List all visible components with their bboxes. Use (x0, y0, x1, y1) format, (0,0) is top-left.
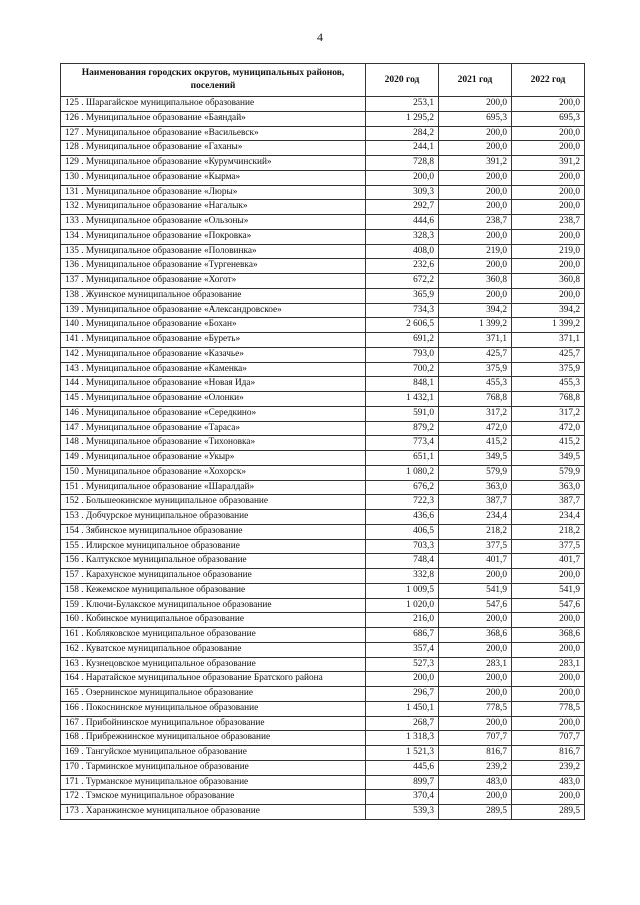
row-name-cell: 162 . Куватское муниципальное образование (61, 642, 366, 657)
table-row (61, 672, 585, 687)
row-name-cell: 163 . Кузнецовское муниципальное образование (61, 657, 366, 672)
value-2022-cell: 768,8 (512, 392, 585, 407)
table-row (61, 524, 585, 539)
value-2022-cell: 368,6 (512, 628, 585, 643)
row-name-cell: 141 . Муниципальное образование «Буреть» (61, 333, 366, 348)
table-row (61, 613, 585, 628)
value-2022-cell: 349,5 (512, 451, 585, 466)
value-2020-cell: 253,1 (366, 97, 439, 112)
table-row (61, 775, 585, 790)
value-2020-cell: 216,0 (366, 613, 439, 628)
row-name-cell: 154 . Зябинское муниципальное образование (61, 524, 366, 539)
table-row (61, 495, 585, 510)
table-row (61, 156, 585, 171)
table-row (61, 97, 585, 112)
table-row (61, 628, 585, 643)
value-2020-cell: 332,8 (366, 569, 439, 584)
value-2021-cell: 707,7 (439, 731, 512, 746)
row-name-cell: 164 . Наратайское муниципальное образование Братского района (61, 672, 366, 687)
value-2022-cell: 425,7 (512, 347, 585, 362)
value-2021-cell: 425,7 (439, 347, 512, 362)
value-2020-cell: 244,1 (366, 141, 439, 156)
value-2020-cell: 676,2 (366, 480, 439, 495)
table-header-row (61, 64, 585, 97)
row-name-cell: 144 . Муниципальное образование «Новая Ида» (61, 377, 366, 392)
value-2021-cell: 394,2 (439, 303, 512, 318)
value-2022-cell: 363,0 (512, 480, 585, 495)
value-2022-cell: 317,2 (512, 406, 585, 421)
value-2020-cell: 848,1 (366, 377, 439, 392)
table-row (61, 539, 585, 554)
row-name-cell: 160 . Кобинское муниципальное образование (61, 613, 366, 628)
value-2020-cell: 365,9 (366, 288, 439, 303)
table-row (61, 111, 585, 126)
value-2022-cell: 200,0 (512, 141, 585, 156)
value-2022-cell: 455,3 (512, 377, 585, 392)
table-row (61, 318, 585, 333)
row-name-cell: 153 . Добчурское муниципальное образование (61, 510, 366, 525)
table-row (61, 510, 585, 525)
header-name: Наименования городских округов, муниципальных районов, поселений (61, 64, 366, 97)
value-2022-cell: 391,2 (512, 156, 585, 171)
value-2021-cell: 541,9 (439, 583, 512, 598)
value-2021-cell: 200,0 (439, 569, 512, 584)
value-2020-cell: 436,6 (366, 510, 439, 525)
value-2020-cell: 1 318,3 (366, 731, 439, 746)
row-name-cell: 134 . Муниципальное образование «Покровка» (61, 229, 366, 244)
value-2022-cell: 200,0 (512, 642, 585, 657)
value-2022-cell: 200,0 (512, 170, 585, 185)
row-name-cell: 148 . Муниципальное образование «Тихоновка» (61, 436, 366, 451)
value-2021-cell: 200,0 (439, 200, 512, 215)
value-2021-cell: 377,5 (439, 539, 512, 554)
row-name-cell: 127 . Муниципальное образование «Васильевск» (61, 126, 366, 141)
value-2022-cell: 200,0 (512, 229, 585, 244)
value-2020-cell: 408,0 (366, 244, 439, 259)
row-name-cell: 142 . Муниципальное образование «Казачье» (61, 347, 366, 362)
value-2021-cell: 289,5 (439, 805, 512, 820)
value-2020-cell: 700,2 (366, 362, 439, 377)
value-2021-cell: 363,0 (439, 480, 512, 495)
row-name-cell: 171 . Турманское муниципальное образование (61, 775, 366, 790)
value-2020-cell: 691,2 (366, 333, 439, 348)
value-2022-cell: 200,0 (512, 97, 585, 112)
value-2022-cell: 377,5 (512, 539, 585, 554)
row-name-cell: 151 . Муниципальное образование «Шаралдай» (61, 480, 366, 495)
value-2022-cell: 219,0 (512, 244, 585, 259)
page-number: 4 (317, 30, 323, 44)
row-name-cell: 149 . Муниципальное образование «Укыр» (61, 451, 366, 466)
row-name-cell: 133 . Муниципальное образование «Ользоны» (61, 215, 366, 230)
row-name-cell: 132 . Муниципальное образование «Нагалык» (61, 200, 366, 215)
value-2020-cell: 444,6 (366, 215, 439, 230)
value-2022-cell: 778,5 (512, 701, 585, 716)
value-2022-cell: 200,0 (512, 185, 585, 200)
value-2022-cell: 289,5 (512, 805, 585, 820)
value-2020-cell: 1 450,1 (366, 701, 439, 716)
row-name-cell: 126 . Муниципальное образование «Баяндай» (61, 111, 366, 126)
row-name-cell: 129 . Муниципальное образование «Курумчинский» (61, 156, 366, 171)
value-2021-cell: 200,0 (439, 790, 512, 805)
table-row (61, 333, 585, 348)
value-2021-cell: 200,0 (439, 642, 512, 657)
table-row (61, 406, 585, 421)
value-2022-cell: 218,2 (512, 524, 585, 539)
value-2022-cell: 375,9 (512, 362, 585, 377)
row-name-cell: 155 . Илирское муниципальное образование (61, 539, 366, 554)
row-name-cell: 173 . Харанжинское муниципальное образование (61, 805, 366, 820)
value-2021-cell: 401,7 (439, 554, 512, 569)
value-2021-cell: 200,0 (439, 97, 512, 112)
table-row (61, 170, 585, 185)
header-2020: 2020 год (366, 64, 439, 97)
row-name-cell: 140 . Муниципальное образование «Бохан» (61, 318, 366, 333)
row-name-cell: 165 . Озернинское муниципальное образование (61, 687, 366, 702)
row-name-cell: 156 . Калтукское муниципальное образование (61, 554, 366, 569)
value-2020-cell: 899,7 (366, 775, 439, 790)
value-2021-cell: 371,1 (439, 333, 512, 348)
table-row (61, 746, 585, 761)
value-2021-cell: 200,0 (439, 170, 512, 185)
header-2021: 2021 год (439, 64, 512, 97)
value-2022-cell: 200,0 (512, 716, 585, 731)
table-row (61, 229, 585, 244)
header-2022: 2022 год (512, 64, 585, 97)
table-row (61, 274, 585, 289)
value-2022-cell: 200,0 (512, 200, 585, 215)
row-name-cell: 152 . Большеокинское муниципальное образование (61, 495, 366, 510)
table-row (61, 790, 585, 805)
row-name-cell: 169 . Тангуйское муниципальное образование (61, 746, 366, 761)
value-2020-cell: 703,3 (366, 539, 439, 554)
table-row (61, 215, 585, 230)
value-2020-cell: 591,0 (366, 406, 439, 421)
row-name-cell: 131 . Муниципальное образование «Люры» (61, 185, 366, 200)
value-2020-cell: 296,7 (366, 687, 439, 702)
value-2020-cell: 527,3 (366, 657, 439, 672)
value-2021-cell: 1 399,2 (439, 318, 512, 333)
value-2021-cell: 547,6 (439, 598, 512, 613)
table-row (61, 716, 585, 731)
value-2022-cell: 360,8 (512, 274, 585, 289)
value-2021-cell: 472,0 (439, 421, 512, 436)
value-2022-cell: 472,0 (512, 421, 585, 436)
value-2020-cell: 357,4 (366, 642, 439, 657)
value-2020-cell: 268,7 (366, 716, 439, 731)
row-name-cell: 143 . Муниципальное образование «Каменка» (61, 362, 366, 377)
row-name-cell: 147 . Муниципальное образование «Тараса» (61, 421, 366, 436)
value-2020-cell: 284,2 (366, 126, 439, 141)
value-2021-cell: 391,2 (439, 156, 512, 171)
value-2021-cell: 200,0 (439, 716, 512, 731)
row-name-cell: 146 . Муниципальное образование «Середкино» (61, 406, 366, 421)
value-2020-cell: 370,4 (366, 790, 439, 805)
value-2020-cell: 793,0 (366, 347, 439, 362)
value-2022-cell: 200,0 (512, 790, 585, 805)
table-row (61, 288, 585, 303)
table-row (61, 583, 585, 598)
value-2022-cell: 483,0 (512, 775, 585, 790)
value-2022-cell: 387,7 (512, 495, 585, 510)
value-2021-cell: 415,2 (439, 436, 512, 451)
row-name-cell: 137 . Муниципальное образование «Хогот» (61, 274, 366, 289)
value-2022-cell: 239,2 (512, 760, 585, 775)
value-2020-cell: 879,2 (366, 421, 439, 436)
table-row (61, 598, 585, 613)
value-2020-cell: 1 020,0 (366, 598, 439, 613)
value-2020-cell: 1 009,5 (366, 583, 439, 598)
value-2022-cell: 415,2 (512, 436, 585, 451)
table-row (61, 377, 585, 392)
value-2020-cell: 686,7 (366, 628, 439, 643)
value-2020-cell: 728,8 (366, 156, 439, 171)
row-name-cell: 135 . Муниципальное образование «Половинка» (61, 244, 366, 259)
row-name-cell: 128 . Муниципальное образование «Гаханы» (61, 141, 366, 156)
value-2020-cell: 734,3 (366, 303, 439, 318)
row-name-cell: 125 . Шарагайское муниципальное образование (61, 97, 366, 112)
value-2021-cell: 368,6 (439, 628, 512, 643)
table-row (61, 687, 585, 702)
table-row (61, 347, 585, 362)
row-name-cell: 138 . Жуинское муниципальное образование (61, 288, 366, 303)
value-2021-cell: 768,8 (439, 392, 512, 407)
table-row (61, 259, 585, 274)
row-name-cell: 158 . Кежемское муниципальное образование (61, 583, 366, 598)
value-2022-cell: 394,2 (512, 303, 585, 318)
value-2021-cell: 579,9 (439, 465, 512, 480)
row-name-cell: 170 . Тарминское муниципальное образование (61, 760, 366, 775)
value-2020-cell: 292,7 (366, 200, 439, 215)
value-2020-cell: 1 432,1 (366, 392, 439, 407)
table-row (61, 657, 585, 672)
value-2021-cell: 218,2 (439, 524, 512, 539)
table-row (61, 303, 585, 318)
value-2021-cell: 200,0 (439, 672, 512, 687)
value-2022-cell: 695,3 (512, 111, 585, 126)
value-2022-cell: 1 399,2 (512, 318, 585, 333)
value-2022-cell: 200,0 (512, 126, 585, 141)
value-2020-cell: 1 295,2 (366, 111, 439, 126)
value-2021-cell: 695,3 (439, 111, 512, 126)
row-name-cell: 172 . Тэмское муниципальное образование (61, 790, 366, 805)
value-2021-cell: 200,0 (439, 229, 512, 244)
table-body (61, 97, 585, 820)
value-2020-cell: 1 521,3 (366, 746, 439, 761)
table-row (61, 642, 585, 657)
value-2021-cell: 200,0 (439, 687, 512, 702)
row-name-cell: 166 . Покоснинское муниципальное образование (61, 701, 366, 716)
row-name-cell: 159 . Ключи-Булакское муниципальное образование (61, 598, 366, 613)
value-2020-cell: 651,1 (366, 451, 439, 466)
value-2022-cell: 579,9 (512, 465, 585, 480)
row-name-cell: 130 . Муниципальное образование «Кырма» (61, 170, 366, 185)
value-2021-cell: 200,0 (439, 288, 512, 303)
value-2020-cell: 672,2 (366, 274, 439, 289)
value-2021-cell: 239,2 (439, 760, 512, 775)
table-row (61, 362, 585, 377)
value-2022-cell: 234,4 (512, 510, 585, 525)
value-2020-cell: 2 606,5 (366, 318, 439, 333)
value-2021-cell: 283,1 (439, 657, 512, 672)
value-2020-cell: 406,5 (366, 524, 439, 539)
value-2020-cell: 200,0 (366, 672, 439, 687)
value-2021-cell: 483,0 (439, 775, 512, 790)
value-2022-cell: 200,0 (512, 259, 585, 274)
value-2022-cell: 200,0 (512, 672, 585, 687)
row-name-cell: 168 . Прибрежнинское муниципальное образование (61, 731, 366, 746)
table-row (61, 185, 585, 200)
value-2022-cell: 541,9 (512, 583, 585, 598)
table-row (61, 805, 585, 820)
value-2022-cell: 816,7 (512, 746, 585, 761)
value-2020-cell: 328,3 (366, 229, 439, 244)
value-2021-cell: 238,7 (439, 215, 512, 230)
value-2021-cell: 219,0 (439, 244, 512, 259)
table-row (61, 465, 585, 480)
value-2020-cell: 445,6 (366, 760, 439, 775)
table-row (61, 701, 585, 716)
row-name-cell: 136 . Муниципальное образование «Тургеневка» (61, 259, 366, 274)
table-row (61, 126, 585, 141)
value-2021-cell: 317,2 (439, 406, 512, 421)
value-2022-cell: 547,6 (512, 598, 585, 613)
value-2020-cell: 1 080,2 (366, 465, 439, 480)
value-2021-cell: 200,0 (439, 126, 512, 141)
value-2020-cell: 232,6 (366, 259, 439, 274)
table-row (61, 451, 585, 466)
value-2022-cell: 401,7 (512, 554, 585, 569)
value-2021-cell: 349,5 (439, 451, 512, 466)
row-name-cell: 161 . Кобляковское муниципальное образование (61, 628, 366, 643)
value-2021-cell: 387,7 (439, 495, 512, 510)
row-name-cell: 145 . Муниципальное образование «Олонки» (61, 392, 366, 407)
value-2022-cell: 200,0 (512, 687, 585, 702)
value-2021-cell: 375,9 (439, 362, 512, 377)
value-2020-cell: 200,0 (366, 170, 439, 185)
table-row (61, 731, 585, 746)
value-2021-cell: 234,4 (439, 510, 512, 525)
value-2022-cell: 200,0 (512, 288, 585, 303)
table-row (61, 244, 585, 259)
value-2022-cell: 283,1 (512, 657, 585, 672)
value-2022-cell: 707,7 (512, 731, 585, 746)
value-2021-cell: 455,3 (439, 377, 512, 392)
value-2021-cell: 360,8 (439, 274, 512, 289)
value-2020-cell: 309,3 (366, 185, 439, 200)
table-row (61, 200, 585, 215)
value-2021-cell: 200,0 (439, 259, 512, 274)
value-2020-cell: 773,4 (366, 436, 439, 451)
value-2021-cell: 200,0 (439, 613, 512, 628)
value-2020-cell: 539,3 (366, 805, 439, 820)
row-name-cell: 167 . Прибойнинское муниципальное образование (61, 716, 366, 731)
table-row (61, 760, 585, 775)
value-2021-cell: 200,0 (439, 185, 512, 200)
value-2022-cell: 371,1 (512, 333, 585, 348)
table-row (61, 480, 585, 495)
allocation-table (60, 63, 585, 820)
value-2022-cell: 200,0 (512, 569, 585, 584)
row-name-cell: 150 . Муниципальное образование «Хохорск» (61, 465, 366, 480)
value-2021-cell: 778,5 (439, 701, 512, 716)
value-2021-cell: 200,0 (439, 141, 512, 156)
value-2022-cell: 200,0 (512, 613, 585, 628)
table-row (61, 141, 585, 156)
value-2022-cell: 238,7 (512, 215, 585, 230)
value-2021-cell: 816,7 (439, 746, 512, 761)
row-name-cell: 139 . Муниципальное образование «Александровское» (61, 303, 366, 318)
table-row (61, 436, 585, 451)
table-row (61, 569, 585, 584)
value-2020-cell: 748,4 (366, 554, 439, 569)
table-row (61, 392, 585, 407)
row-name-cell: 157 . Карахунское муниципальное образование (61, 569, 366, 584)
value-2020-cell: 722,3 (366, 495, 439, 510)
table-row (61, 421, 585, 436)
table-row (61, 554, 585, 569)
